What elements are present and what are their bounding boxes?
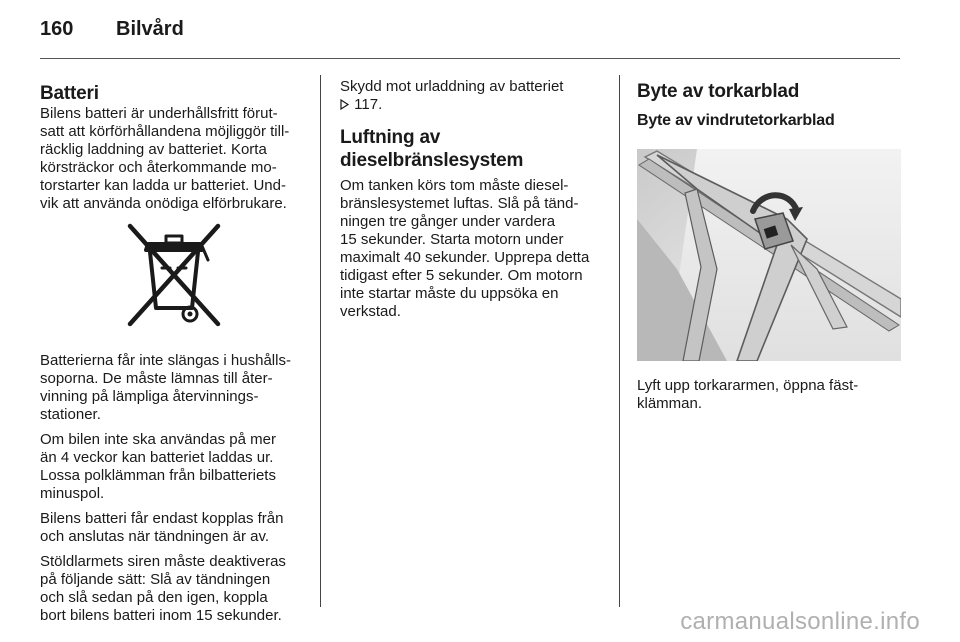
line: än 4 veckor kan batteriet laddas ur. (40, 449, 274, 466)
page-number: 160 (40, 18, 74, 40)
line: torstarter kan ladda ur batteriet. Und- (40, 177, 286, 194)
heading-batteri: Batteri (40, 83, 99, 104)
paragraph-discharge-protection (340, 78, 608, 114)
paragraph-battery-disconnect (40, 510, 308, 546)
line: Skydd mot urladdning av batteriet (340, 78, 564, 95)
heading-diesel-bleeding (340, 126, 608, 172)
recycle-symbol (40, 220, 308, 338)
line: Bilens batteri får endast kopplas från (40, 510, 284, 527)
line: tidigast efter 5 sekunder. Om motorn (340, 267, 583, 284)
column-battery (40, 82, 308, 632)
line: räcklig laddning av batteriet. Korta (40, 141, 267, 158)
line: Om bilen inte ska användas på mer (40, 431, 276, 448)
line: och anslutas när tändningen är av. (40, 528, 270, 545)
line: Om tanken körs tom måste diesel- (340, 177, 569, 194)
heading-line: Luftning av (340, 127, 441, 148)
line: bort bilens batteri inom 15 sekunder. (40, 607, 282, 624)
line: bränslesystemet luftas. Slå på tänd- (340, 195, 579, 212)
header-rule (40, 58, 900, 59)
page-reference-arrow-icon (340, 99, 350, 110)
column-diesel (340, 78, 608, 328)
line: Stöldlarmets siren måste deaktiveras (40, 553, 286, 570)
line: klämman. (637, 395, 703, 412)
column-divider-1 (320, 75, 321, 607)
line: körsträckor och återkommande mo- (40, 159, 277, 176)
line: minuspol. (40, 485, 105, 502)
line: Lossa polklämman från bilbatteriets (40, 467, 276, 484)
line: maximalt 40 sekunder. Upprepa detta (340, 249, 590, 266)
line: vik att använda onödiga elförbrukare. (40, 195, 287, 212)
line: 15 sekunder. Starta motorn under (340, 231, 564, 248)
line: och slå sedan på den igen, koppla (40, 589, 268, 606)
crossed-out-wheelie-bin-icon (118, 220, 230, 332)
line: satt att körförhållandena möjliggör till- (40, 123, 290, 140)
watermark: carmanualsonline.info (680, 608, 920, 635)
line: stationer. (40, 406, 101, 423)
wiper-blade-illustration (637, 149, 901, 361)
line: soporna. De måste lämnas till åter- (40, 370, 273, 387)
line: Lyft upp torkararmen, öppna fäst- (637, 377, 859, 394)
paragraph-battery-maintenance (40, 105, 308, 213)
paragraph-alarm-siren (40, 553, 308, 625)
chapter-title: Bilvård (116, 18, 184, 40)
line: verkstad. (340, 303, 401, 320)
page-reference-number: 117. (354, 96, 383, 113)
line: på följande sätt: Slå av tändningen (40, 571, 271, 588)
subheading-windscreen-wiper: Byte av vindrutetorkarblad (637, 112, 835, 129)
line: ningen tre gånger under vardera (340, 213, 556, 230)
heading-line: dieselbränslesystem (340, 150, 524, 171)
line: Batterierna får inte slängas i hushålls- (40, 352, 291, 369)
paragraph-battery-storage (40, 431, 308, 503)
column-wiper (637, 80, 901, 420)
caption-lift-wiper-arm (637, 377, 901, 413)
page-reference[interactable] (340, 96, 608, 114)
line: inte startar måste du uppsöka en (340, 285, 559, 302)
line: Bilens batteri är underhållsfritt förut- (40, 105, 278, 122)
heading-wiper-blade-replacement: Byte av torkarblad (637, 81, 800, 102)
column-divider-2 (619, 75, 620, 607)
paragraph-battery-disposal (40, 352, 308, 424)
paragraph-diesel-bleeding (340, 177, 608, 321)
line: vinning på lämpliga återvinnings- (40, 388, 259, 405)
